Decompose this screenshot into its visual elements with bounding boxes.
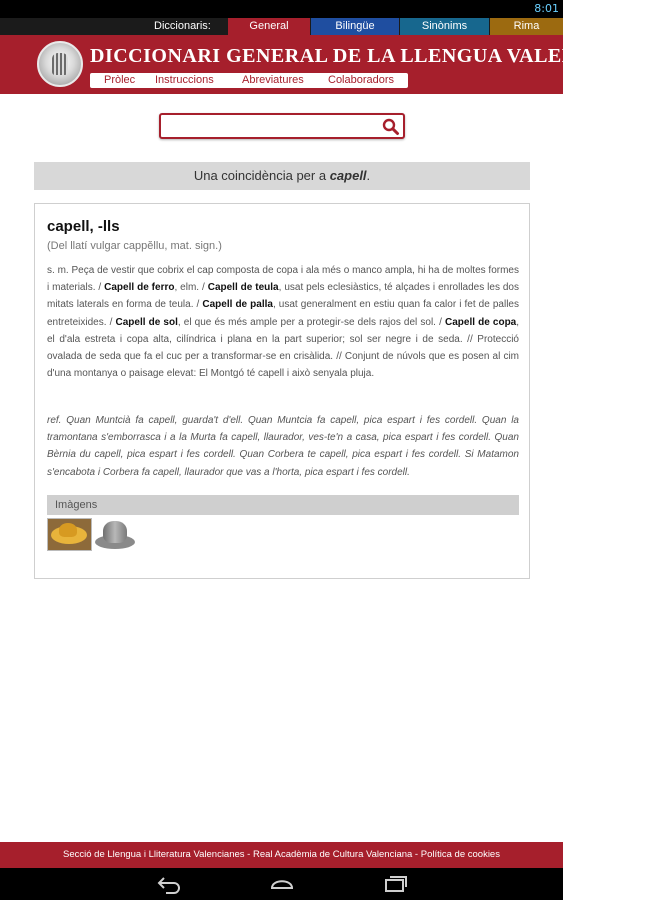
- menu-item-prolec[interactable]: Pròlec: [104, 74, 136, 86]
- dictionary-tabs-bar: [0, 18, 563, 35]
- search-icon[interactable]: [382, 118, 399, 135]
- definition-text: , elm. /: [174, 282, 208, 294]
- footer-separator: -: [244, 849, 253, 860]
- site-footer: [0, 842, 563, 868]
- definition-subentry: Capell de ferro: [104, 282, 175, 294]
- images-label: Imàgens: [55, 499, 98, 511]
- footer-link-racv[interactable]: Real Acadèmia de Cultura Valenciana: [252, 849, 413, 860]
- definition-subentry: Capell de sol: [115, 316, 178, 328]
- home-icon[interactable]: [268, 875, 296, 893]
- back-icon[interactable]: [156, 875, 182, 893]
- results-term: capell: [329, 168, 367, 183]
- android-nav-bar: [0, 868, 563, 900]
- dictionary-entry: [34, 203, 530, 579]
- definition-text: s. m. Peça de vestir que cobrix el cap composta de copa i ala més o manco ampla, hi ha de moltes formes i materials. /: [47, 265, 519, 294]
- site-title: DICCIONARI GENERAL DE LA LLENGUA VALENCIANA: [90, 45, 645, 67]
- entry-headword: capell, -lls: [47, 218, 120, 235]
- definition-text: , usat generalment en estiu quan fa calor i fet de palles entreteixides. /: [47, 299, 519, 328]
- straw-hat-image[interactable]: [47, 518, 92, 551]
- grey-felt-hat-image[interactable]: [93, 518, 138, 551]
- entry-definition: [47, 262, 519, 382]
- search-box: [159, 113, 405, 139]
- tab-bilingue[interactable]: Bilingüe: [311, 18, 399, 35]
- academy-seal-icon[interactable]: [37, 41, 83, 87]
- recent-apps-icon[interactable]: [383, 875, 409, 893]
- menu-item-instruccions[interactable]: Instruccions: [155, 74, 214, 86]
- definition-text: , el que és més ample per a protegir-se dels rajos del sol. /: [177, 316, 445, 328]
- entry-references: ref. Quan Muntcià fa capell, guarda't d'ell. Quan Muntcia fa capell, pica espart i fes cordell. Quan la tramontana s'emborrasca i a la Murta fa capell, llaurador, ves-te'n a casa, pica espart i fes cordell. Quan Bèrnia du capell, pica espart i fes cordell. Quan Corbera te capell, pica espart i fes cordell. Si Matamon s'encabota i Corbera fa capell, llaurador que vas a l'horta, pica espart i fes cordell.: [47, 415, 519, 478]
- tab-general[interactable]: General: [228, 18, 310, 35]
- images-header: [47, 495, 519, 515]
- tab-rima[interactable]: Rima: [490, 18, 563, 35]
- definition-subentry: Capell de teula: [207, 282, 279, 294]
- status-bar: [0, 0, 563, 18]
- footer-separator: -: [412, 849, 421, 860]
- definition-subentry: Capell de palla: [202, 299, 273, 311]
- search-input[interactable]: [165, 117, 375, 135]
- results-suffix: .: [366, 168, 371, 183]
- footer-link-cookies[interactable]: Política de cookies: [420, 849, 500, 860]
- menu-item-abreviatures[interactable]: Abreviatures: [242, 74, 304, 86]
- menu-item-colaboradors[interactable]: Colaboradors: [328, 74, 395, 86]
- results-banner: [34, 162, 530, 190]
- dictionaries-label: Diccionaris:: [154, 20, 211, 32]
- definition-subentry: Capell de copa: [444, 316, 517, 328]
- tab-sinonims[interactable]: Sinònims: [400, 18, 489, 35]
- site-header: [0, 35, 645, 94]
- footer-link-seccio[interactable]: Secció de Llengua i Lliteratura Valencianes: [63, 849, 245, 860]
- definition-text: , el d'ala estreta i copa alta, cilíndrica i plana en la part superior; sol ser negre i de seda. // Protecció ovalada de seda que fa el cuc per a transformar-se en crisàlida. // Conjunt de núvols que es posen al cim d'una montanya o paisage elevat: El Montgó té capell i això senyala pluja.: [47, 316, 520, 380]
- definition-text: , usat pels eclesiàstics, té alçades i enrollades les dos mitats laterals en forma de teula. /: [47, 282, 519, 311]
- status-clock: 8:01: [534, 2, 559, 15]
- results-prefix: Una coincidència per a: [193, 168, 330, 183]
- main-menu: [90, 73, 408, 88]
- entry-etymology: (Del llatí vulgar cappĕllu, mat. sign.): [47, 240, 222, 252]
